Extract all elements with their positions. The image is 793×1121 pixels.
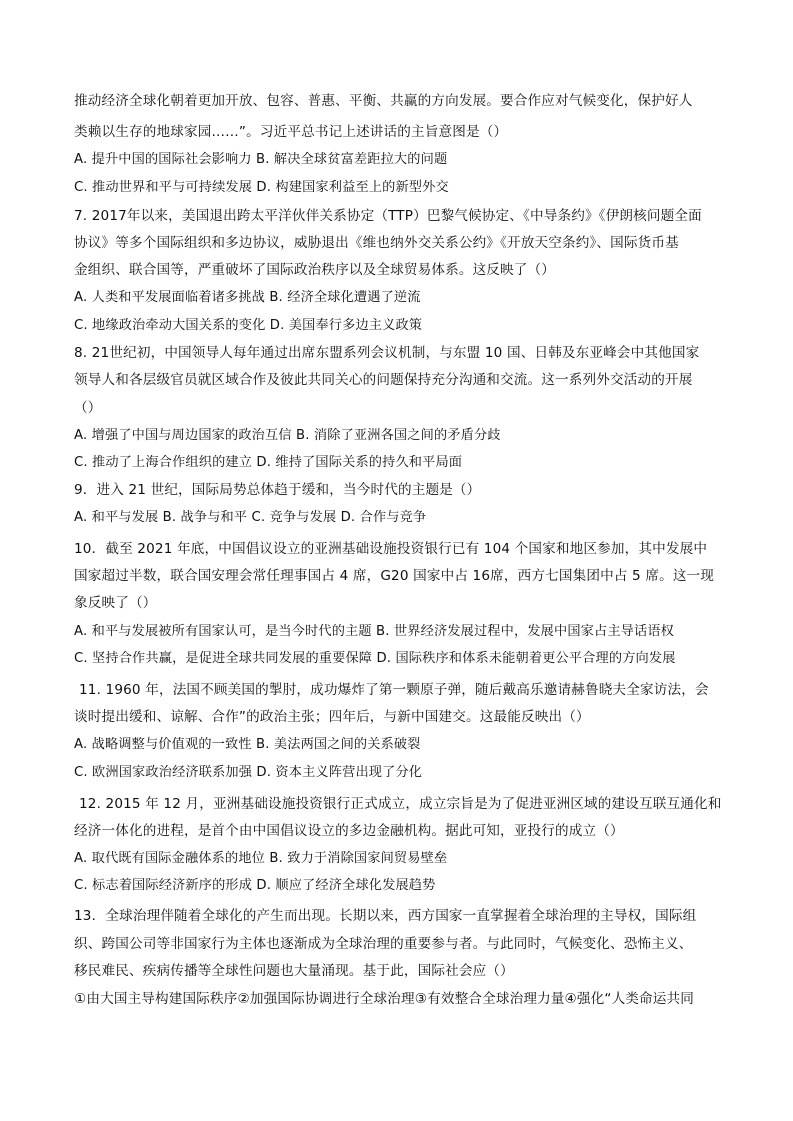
question-13-stem-line-1: 13．全球治理伴随着全球化的产生而出现。长期以来，西方国家一直掌握着全球治理的主导权，国际组 [74,908,697,924]
question-6-options-cd: C. 推动世界和平与可持续发展 D. 构建国家利益至上的新型外交 [74,180,449,195]
question-13-stem-line-3: 移民难民、疾病传播等全球性问题也大量涌现。基于此，国际社会应（） [74,963,514,979]
question-6-options-ab: A. 提升中国的国际社会影响力 B. 解决全球贫富差距拉大的问题 [74,152,448,167]
question-10-stem-line-1: 10．截至 2021 年底，中国倡议设立的亚洲基础设施投资银行已有 104 个国家和地区参加，其中发展中 [74,541,708,557]
question-7-stem-line-1: 7. 2017年以来，美国退出跨太平洋伙伴关系协定（TTP）巴黎气候协定、《中导条约》《伊朗核问题全面 [74,208,702,224]
question-7-stem-line-3: 金组织、联合国等，严重破坏了国际政治秩序以及全球贸易体系。这反映了（） [74,262,556,278]
question-11-options-cd: C. 欧洲国家政治经济联系加强 D. 资本主义阵营出现了分化 [74,765,423,780]
question-9-stem: 9．进入 21 世纪，国际局势总体趋于缓和，当今时代的主题是（） [74,482,481,498]
question-10-stem-line-3: 象反映了（） [74,595,157,611]
question-11-options-ab: A. 战略调整与价值观的一致性 B. 美法两国之间的关系破裂 [74,737,421,752]
question-8-stem-line-2: 领导人和各层级官员就区域合作及彼此共同关心的问题保持充分沟通和交流。这一系列外交活动的开展 [74,372,693,388]
question-13-statements: ①由大国主导构建国际秩序②加强国际协调进行全球治理③有效整合全球治理力量④强化“人类命运共同 [74,991,695,1007]
question-7-options-ab: A. 人类和平发展面临着诸多挑战 B. 经济全球化遭遇了逆流 [74,290,421,305]
question-6-stem-line-2: 类赖以生存的地球家园……”。习近平总书记上述讲话的主旨意图是（） [74,124,508,140]
question-12-stem-line-2: 经济一体化的进程，是首个由中国倡议设立的多边金融机构。据此可知，亚投行的成立（） [74,823,624,839]
question-13-stem-line-2: 织、跨国公司等非国家行为主体也逐渐成为全球治理的重要参与者。与此同时，气候变化、恐怖主义、 [74,936,693,952]
question-9-options: A. 和平与发展 B. 战争与和平 C. 竞争与发展 D. 合作与竞争 [74,510,427,525]
question-10-options-cd: C. 坚持合作共赢，是促进全球共同发展的重要保障 D. 国际秩序和体系未能朝着更公平合理的方向发展 [74,651,676,666]
question-10-stem-line-2: 国家超过半数，联合国安理会常任理事国占 4 席，G20 国家中占 16席，西方七国集团中占 5 席。这一现 [74,568,715,584]
question-8-options-cd: C. 推动了上海合作组织的建立 D. 维持了国际关系的持久和平局面 [74,455,463,470]
question-7-options-cd: C. 地缘政治牵动大国关系的变化 D. 美国奉行多边主义政策 [74,318,423,333]
question-8-stem-line-3: （） [74,400,102,416]
question-12-options-ab: A. 取代既有国际金融体系的地位 B. 致力于消除国家间贸易壁垒 [74,851,448,866]
question-8-stem-line-1: 8. 21世纪初，中国领导人每年通过出席东盟系列会议机制，与东盟 10 国、日韩及东亚峰会中其他国家 [74,345,700,361]
question-11-stem-line-1: 11. 1960 年，法国不顾美国的掣肘，成功爆炸了第一颗原子弹，随后戴高乐邀请赫鲁晓夫全家访法，会 [79,682,709,698]
question-6-stem-line-1: 推动经济全球化朝着更加开放、包容、普惠、平衡、共赢的方向发展。要合作应对气候变化，保护好人 [74,93,693,109]
question-8-options-ab: A. 增强了中国与周边国家的政治互信 B. 消除了亚洲各国之间的矛盾分歧 [74,428,501,443]
question-7-stem-line-2: 协议》等多个国际组织和多边协议，威胁退出《维也纳外交关系公约》《开放天空条约》、国际货币基 [74,235,679,251]
question-12-options-cd: C. 标志着国际经济新序的形成 D. 顺应了经济全球化发展趋势 [74,878,436,893]
question-12-stem-line-1: 12. 2015 年 12 月，亚洲基础设施投资银行正式成立，成立宗旨是为了促进亚洲区域的建设互联互通化和 [79,796,722,812]
question-11-stem-line-2: 谈时提出缓和、谅解、合作”的政治主张；四年后，与新中国建交。这最能反映出（） [74,709,590,725]
question-10-options-ab: A. 和平与发展被所有国家认可，是当今时代的主题 B. 世界经济发展过程中，发展中国家占主导话语权 [74,624,675,639]
